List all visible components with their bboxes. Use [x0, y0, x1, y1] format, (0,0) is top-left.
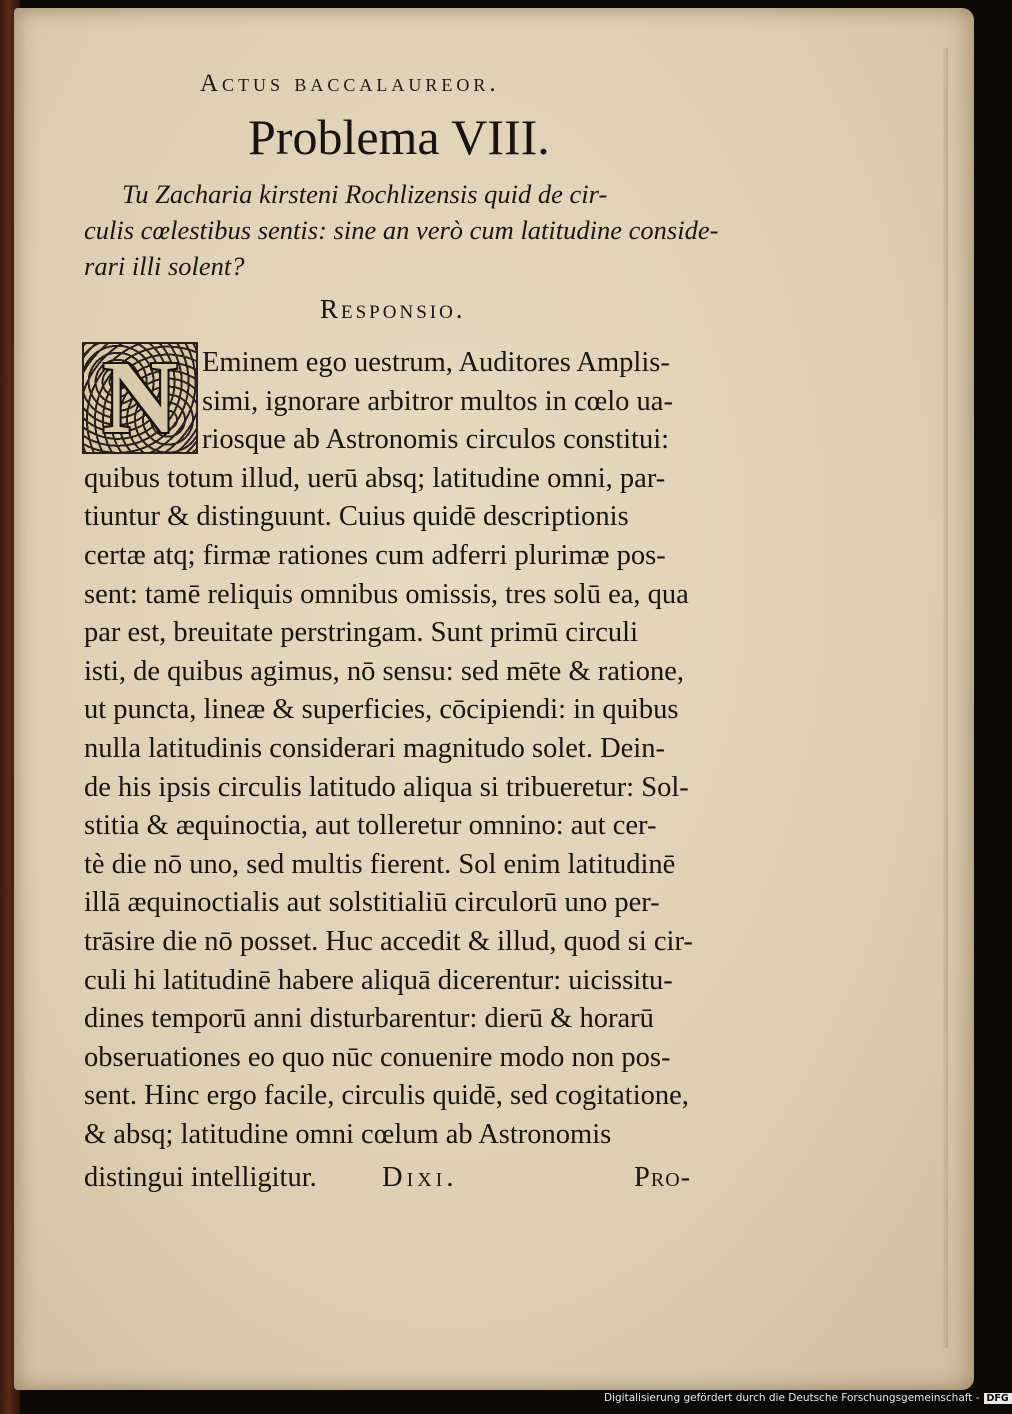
digitization-footer: [604, 1392, 1009, 1410]
running-header: Actus baccalaureor.: [200, 70, 500, 97]
body-line: sent: tamē reliquis omnibus omissis, tres solū ea, qua: [84, 578, 689, 610]
body-line: sent. Hinc ergo facile, circulis quidē, sed cogitatione,: [84, 1080, 689, 1112]
body-line: nulla latitudinis considerari magnitudo solet. Dein-: [84, 732, 665, 764]
question-line: culis cœlestibus sentis: sine an verò cum latitudine conside-: [84, 215, 719, 245]
catchword: Pro-: [634, 1162, 692, 1193]
page-edge-shadow: [942, 48, 948, 1348]
body-text: [84, 344, 784, 1154]
body-line: & absq; latitudine omni cœlum ab Astronomis: [84, 1118, 612, 1150]
closing-row: [84, 1162, 784, 1202]
body-line: stitia & æquinoctia, aut tolleretur omnino: aut cer-: [84, 810, 657, 842]
question-line: Tu Zacharia kirsteni Rochlizensis quid de cir-: [122, 179, 608, 209]
initial-letter: N: [102, 340, 178, 455]
body-line: quibus totum illud, uerū absq; latitudine omni, par-: [84, 462, 666, 494]
last-line: distingui intelligitur.: [84, 1162, 317, 1193]
body-line: isti, de quibus agimus, nō sensu: sed mēte & ratione,: [84, 655, 685, 687]
body-line: de his ipsis circulis latitudo aliqua si tribueretur: Sol-: [84, 771, 689, 803]
body-line: certæ atq; firmæ rationes cum adferri plurimæ pos-: [84, 539, 666, 571]
body-line: dines temporū anni disturbarentur: dierū & horarū: [84, 1003, 654, 1035]
body-line: riosque ab Astronomis circulos constitui:: [202, 424, 670, 456]
body-line: tè die nō uno, sed multis fierent. Sol enim latitudinē: [84, 848, 676, 880]
body-line: ut puncta, lineæ & superficies, cōcipiendi: in quibus: [84, 694, 679, 726]
body-line: illā æquinoctialis aut solstitialiū circulorū uno per-: [84, 887, 660, 919]
closing-dixi: Dixi.: [382, 1162, 458, 1193]
footer-text: Digitalisierung gefördert durch die Deutsche Forschungsgemeinschaft -: [604, 1392, 980, 1404]
body-line: culi hi latitudinē habere aliquā dicerentur: uicissitu-: [84, 964, 673, 996]
responsio-heading: Responsio.: [320, 294, 466, 324]
question-block: [84, 176, 764, 284]
body-line: obseruationes eo quo nūc conuenire modo non pos-: [84, 1041, 671, 1073]
question-line: rari illi solent?: [84, 251, 245, 281]
body-line: Eminem ego uestrum, Auditores Amplis-: [202, 347, 670, 378]
body-line: tiuntur & distinguunt. Cuius quidē descriptionis: [84, 501, 629, 533]
dfg-logo: DFG: [984, 1393, 1012, 1404]
body-line: simi, ignorare arbitror multos in cœlo ua-: [202, 385, 673, 417]
body-line: par est, breuitate perstringam. Sunt primū circuli: [84, 617, 639, 649]
page-title: Problema VIII.: [248, 109, 550, 165]
body-line: trāsire die nō posset. Huc accedit & illud, quod si cir-: [84, 925, 693, 957]
